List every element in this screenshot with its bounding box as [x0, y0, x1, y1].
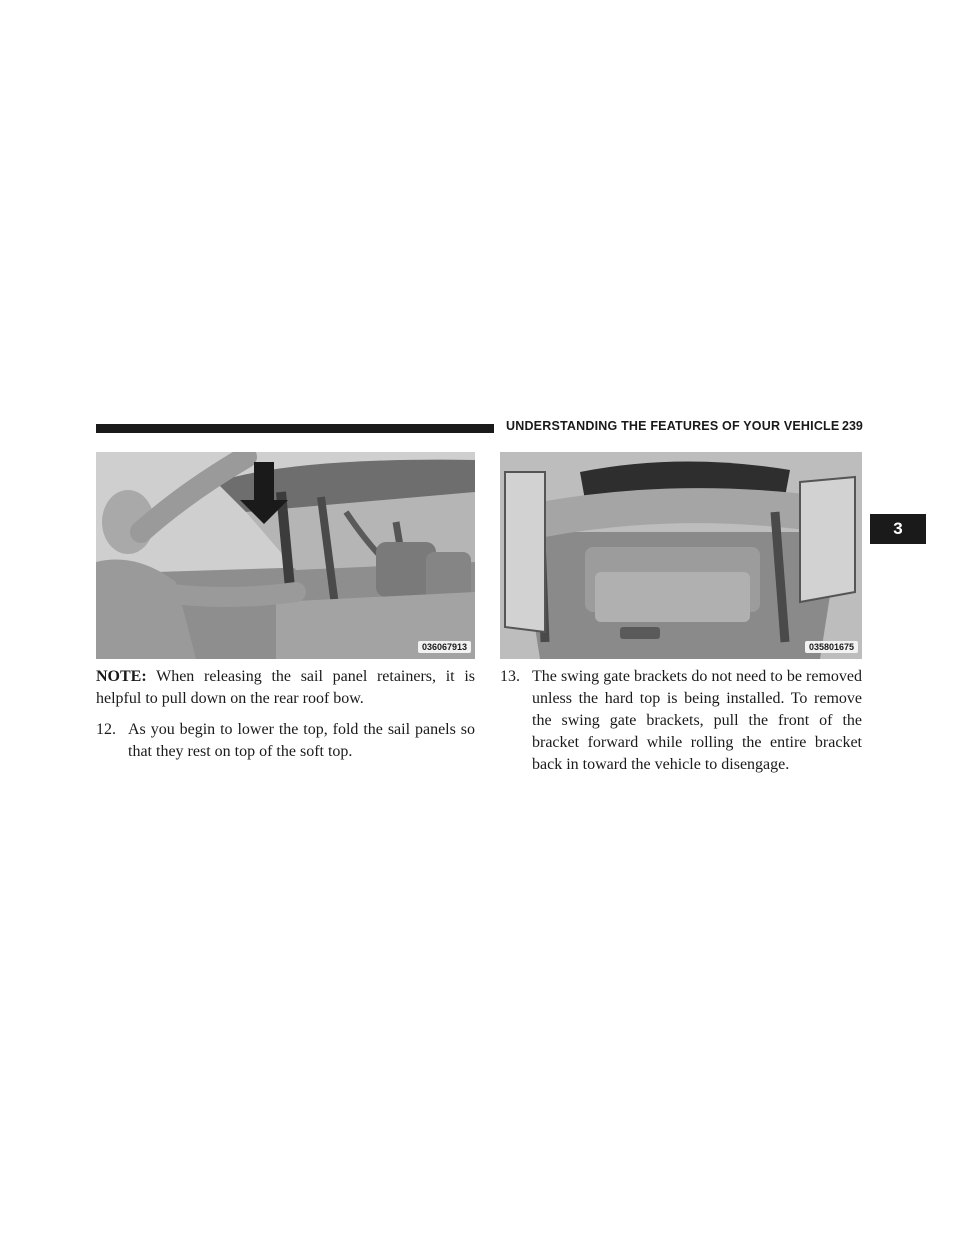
page-number: 239 — [842, 419, 863, 433]
figure-code: 035801675 — [805, 641, 858, 653]
note-text: When releasing the sail panel retainers, it is helpful to pull down on the rear roof bow. — [96, 668, 475, 707]
step-13 — [500, 666, 862, 776]
right-column — [500, 666, 862, 776]
note-label: NOTE: — [96, 668, 147, 685]
step-number: 13. — [500, 668, 520, 685]
running-header-title: UNDERSTANDING THE FEATURES OF YOUR VEHICLE — [506, 419, 840, 433]
note-paragraph — [96, 666, 475, 710]
sail-panel-drawing — [96, 452, 475, 659]
step-number: 12. — [96, 721, 116, 738]
figure-sail-panel-illustration — [96, 452, 475, 659]
chapter-tab: 3 — [870, 514, 926, 544]
figure-code: 036067913 — [418, 641, 471, 653]
step-12 — [96, 719, 475, 763]
header-rule — [96, 424, 494, 433]
step-text: As you begin to lower the top, fold the sail panels so that they rest on top of the soft top. — [128, 721, 475, 760]
step-text: The swing gate brackets do not need to be removed unless the hard top is being installed. To remove the swing gate brackets, pull the front of the bracket forward while rolling the entire bracket back in toward the vehicle to disengage. — [532, 668, 862, 773]
left-column — [96, 666, 475, 763]
figure-swing-gate-illustration — [500, 452, 862, 659]
swing-gate-drawing — [500, 452, 862, 659]
